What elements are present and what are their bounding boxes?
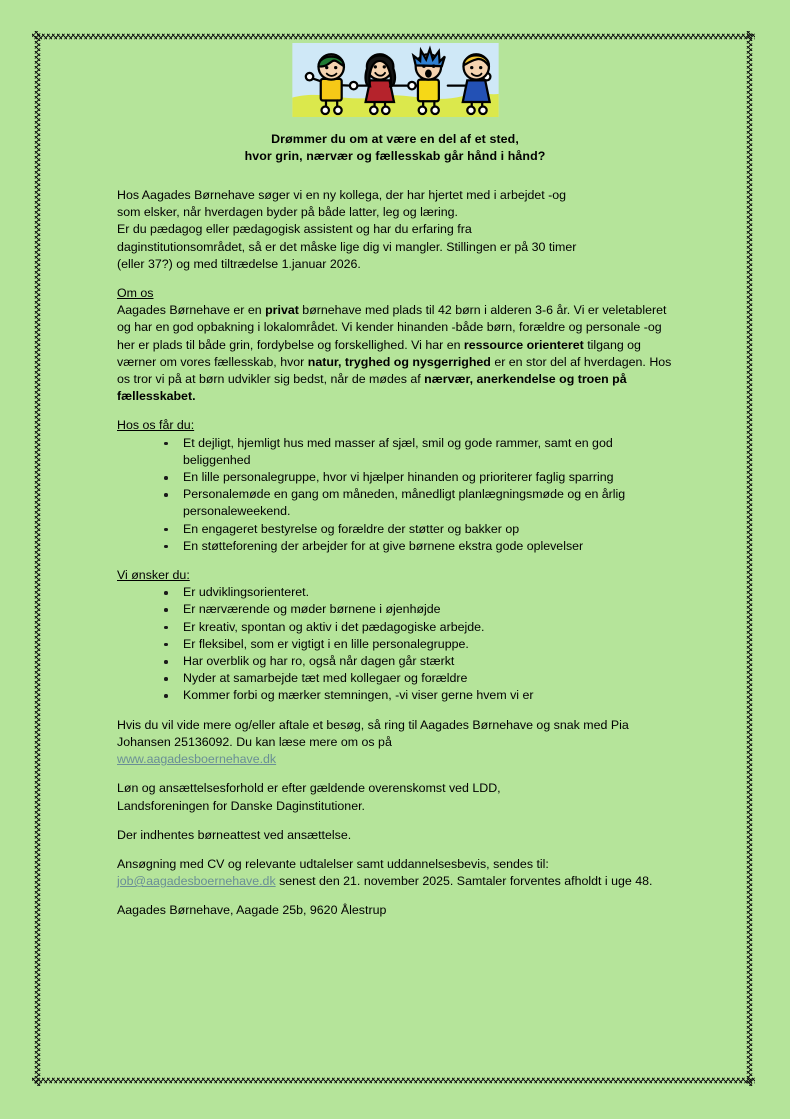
certificate-text: Der indhentes børneattest ved ansættelse. [117,827,352,842]
list-item: Er udviklingsorienteret. [163,584,680,601]
children-holding-hands-illustration [292,43,499,117]
wishes-heading-wrap [117,567,680,584]
about-bold-4: nærvær, anerkendelse og troen på fællesskabet. [117,372,627,404]
intro-line-3: Er du pædagog eller pædagogisk assistent og har du erfaring fra [117,222,472,237]
intro-line-1: Hos Aagades Børnehave søger vi en ny kollega, der har hjertet med i arbejdet -og [117,188,567,202]
list-item: En lille personalegruppe, hvor vi hjælper hinanden og prioriterer faglig sparring [163,469,680,486]
list-item: En støtteforening der arbejder for at give børnene ekstra gode oplevelser [163,538,680,555]
intro-line-5: (eller 37?) og med tiltrædelse 1.januar 2026. [117,256,361,271]
about-section [117,285,680,405]
website-link[interactable]: www.aagadesboernehave.dk [117,752,277,767]
list-item: Er fleksibel, som er vigtigt i en lille personalegruppe. [163,636,680,653]
address-paragraph [117,902,680,919]
email-link[interactable]: job@aagadesboernehave.dk [117,874,276,889]
list-item: Nyder at samarbejde tæt med kollegaer og forældre [163,670,680,687]
application-intro: Ansøgning med CV og relevante udtalelser samt uddannelsesbevis, sendes til: [117,856,549,871]
header-image-container [0,0,790,117]
about-heading: Om os [117,286,154,301]
salary-line-2: Landsforeningen for Danske Daginstitutioner. [117,798,365,813]
about-seg-3: tilgang og værner om vores fællesskab, hvor [117,337,641,369]
list-item: Et dejligt, hjemligt hus med masser af sjæl, smil og gode rammer, samt en god beliggenhed [163,435,680,469]
list-item: Har overblik og har ro, også når dagen går stærkt [163,653,680,670]
list-item: Er kreativ, spontan og aktiv i det pædagogiske arbejde. [163,619,680,636]
intro-line-2: som elsker, når hverdagen byder på både latter, leg og læring. [117,205,458,220]
about-bold-1: privat [265,303,299,318]
intro-line-4: daginstitutionsområdet, så er det måske lige dig vi mangler. Stillingen er på 30 timer [117,239,577,254]
salary-paragraph [117,780,680,814]
list-item: Personalemøde en gang om måneden, månedligt planlægningsmøde og en årlig personaleweekend. [163,486,680,520]
offer-heading: Hos os får du: [117,418,195,433]
certificate-paragraph [117,827,680,844]
body-text [0,165,790,920]
contact-text: Hvis du vil vide mere og/eller aftale et besøg, så ring til Aagades Børnehave og snak med Pia Johansen 25136092. Du kan læse mere om os på [117,717,629,749]
offer-heading-wrap [117,417,680,434]
list-item: Kommer forbi og mærker stemningen, -vi viser gerne hvem vi er [163,687,680,704]
address-text: Aagades Børnehave, Aagade 25b, 9620 Ålestrup [117,903,387,918]
about-bold-3: natur, tryghed og nysgerrighed [307,354,491,369]
headline-line-1: Drømmer du om at være en del af et sted, [271,132,519,146]
about-bold-2: ressource orienteret [463,337,584,352]
headline-line-2: hvor grin, nærvær og fællesskab går hånd i hånd? [244,149,546,163]
application-deadline: senest den 21. november 2025. Samtaler forventes afholdt i uge 48. [275,874,653,889]
border-bottom-zigzag [32,1075,755,1086]
application-paragraph [117,856,680,890]
offer-list [117,435,680,555]
intro-paragraph [117,187,680,273]
about-seg-2: børnehave med plads til 42 børn i alderen 3-6 år. Vi er veletableret og har en god opbakning i lokalområdet. Vi kender hinanden -både børn, forældre og personale -og her er plads til både grin, fordybelse og forskellighed. Vi har en [117,303,667,352]
contact-paragraph [117,717,680,769]
wishes-heading: Vi ønsker du: [117,568,190,583]
list-item: En engageret bestyrelse og forældre der støtter og bakker op [163,521,680,538]
wishes-list [117,584,680,704]
about-seg-1: Aagades Børnehave er en [117,303,266,318]
about-seg-4: er en stor del af hverdagen. Hos os tror vi på at børn udvikler sig bedst, når de mødes af [117,354,672,387]
page-headline [0,131,790,165]
list-item: Er nærværende og møder børnene i øjenhøjde [163,601,680,618]
salary-line-1: Løn og ansættelsesforhold er efter gældende overenskomst ved LDD, [117,781,501,796]
